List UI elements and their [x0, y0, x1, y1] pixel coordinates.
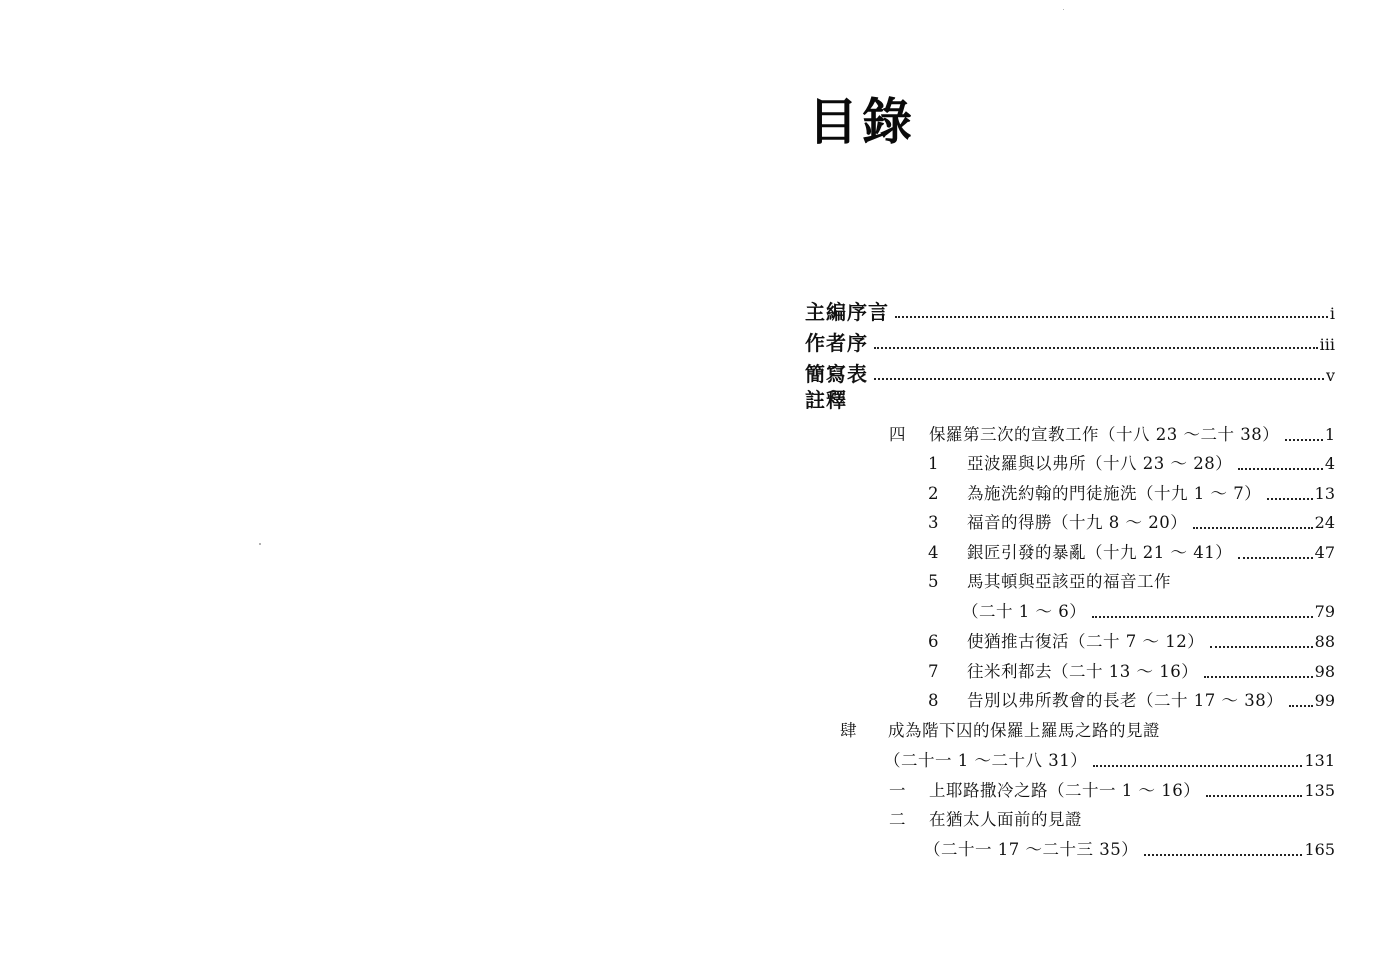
toc-entry-label-continued: （二十 1 ～ 6） — [962, 602, 1087, 621]
toc-entry-number: 7 — [928, 662, 939, 681]
toc-page-number: 24 — [1314, 513, 1335, 532]
dot-leader — [1238, 467, 1323, 470]
dot-leader — [1093, 764, 1302, 767]
toc-entry-4-7[interactable] — [928, 657, 1335, 687]
toc-entry-label: 主編序言 — [805, 300, 889, 324]
dot-leader — [1267, 497, 1312, 500]
toc-entry-label: 保羅第三次的宣教工作（十八 23 ～二十 38） — [929, 425, 1280, 444]
toc-entry-label: 在猶太人面前的見證 — [929, 810, 1082, 829]
toc-page-number: 13 — [1314, 484, 1335, 503]
toc-entry-label: 告別以弗所教會的長老（二十 17 ～ 38） — [967, 691, 1284, 710]
dot-leader — [1193, 526, 1312, 529]
toc-entry-label: 銀匠引發的暴亂（十九 21 ～ 41） — [967, 543, 1233, 562]
toc-entry-label: 馬其頓與亞該亞的福音工作 — [967, 572, 1171, 591]
dot-leader — [1204, 675, 1312, 678]
toc-entry-label: 使猶推古復活（二十 7 ～ 12） — [967, 632, 1205, 651]
toc-entry-4-5-continued[interactable] — [962, 597, 1335, 627]
toc-entry-label: 上耶路撒冷之路（二十一 1 ～ 16） — [929, 781, 1201, 800]
notes-heading: 註釋 — [805, 388, 847, 412]
toc-entry-number: 2 — [928, 484, 939, 503]
toc-entry-number: 1 — [928, 454, 939, 473]
toc-entry-4-4[interactable] — [928, 538, 1335, 568]
toc-entry-number: 一 — [889, 781, 906, 800]
toc-entry-4-2[interactable] — [928, 479, 1335, 509]
scan-speck — [1063, 9, 1064, 10]
toc-page-number: iii — [1319, 335, 1335, 354]
toc-entry-4-5[interactable] — [928, 567, 1335, 597]
toc-notes-heading — [805, 385, 1005, 415]
toc-entry-number: 3 — [928, 513, 939, 532]
toc-page-number: 98 — [1314, 662, 1335, 681]
toc-entry-number: 二 — [889, 810, 906, 829]
toc-entry-part-4-continued[interactable] — [884, 746, 1335, 776]
toc-page-number: 4 — [1324, 454, 1335, 473]
page-title: 目錄 — [808, 93, 916, 151]
toc-entry-number: 8 — [928, 691, 939, 710]
toc-page-number: 1 — [1324, 425, 1335, 444]
toc-page-number: 99 — [1314, 691, 1335, 710]
toc-entry-part-4-2[interactable] — [889, 805, 1335, 835]
dot-leader — [1210, 645, 1312, 648]
toc-entry-label: 成為階下囚的保羅上羅馬之路的見證 — [888, 721, 1160, 740]
toc-page-number: 88 — [1314, 632, 1335, 651]
dot-leader — [1092, 615, 1312, 618]
toc-entry-label: 簡寫表 — [805, 362, 868, 386]
toc-page-number: 135 — [1304, 781, 1335, 800]
toc-entry-label-continued: （二十一 1 ～二十八 31） — [884, 751, 1088, 770]
dot-leader — [1285, 438, 1323, 441]
dot-leader — [1289, 704, 1312, 707]
toc-page-number: v — [1325, 366, 1335, 385]
scan-speck — [259, 543, 261, 545]
toc-entry-part-4-2-continued[interactable] — [924, 835, 1335, 865]
toc-entry-number: 四 — [889, 425, 906, 444]
dot-leader — [1206, 794, 1302, 797]
toc-page-number: i — [1329, 304, 1335, 323]
toc-entry-4-8[interactable] — [928, 686, 1335, 716]
toc-entry-4-6[interactable] — [928, 627, 1335, 657]
toc-entry-number: 5 — [928, 572, 939, 591]
toc-entry-4-3[interactable] — [928, 508, 1335, 538]
toc-entry-label: 為施洗約翰的門徒施洗（十九 1 ～ 7） — [967, 484, 1262, 503]
dot-leader — [1238, 556, 1312, 559]
toc-page-number: 131 — [1304, 751, 1335, 770]
dot-leader — [874, 377, 1324, 380]
toc-entry-number: 4 — [928, 543, 939, 562]
dot-leader — [1144, 853, 1302, 856]
toc-entry-number: 肆 — [840, 721, 857, 740]
dot-leader — [874, 346, 1318, 349]
toc-entry-preface-editor[interactable] — [805, 297, 1335, 327]
toc-entry-label: 作者序 — [805, 331, 868, 355]
toc-entry-preface-author[interactable] — [805, 328, 1335, 358]
toc-entry-label-continued: （二十一 17 ～二十三 35） — [924, 840, 1139, 859]
toc-entry-label: 往米利都去（二十 13 ～ 16） — [967, 662, 1199, 681]
toc-page-number: 165 — [1304, 840, 1335, 859]
toc-page-number: 47 — [1314, 543, 1335, 562]
dot-leader — [895, 315, 1328, 318]
toc-entry-number: 6 — [928, 632, 939, 651]
toc-entry-4-1[interactable] — [928, 449, 1335, 479]
toc-entry-label: 福音的得勝（十九 8 ～ 20） — [967, 513, 1188, 532]
toc-entry-part-4[interactable] — [840, 716, 1335, 746]
toc-entry-part-4-1[interactable] — [889, 776, 1335, 806]
toc-page-number: 79 — [1314, 602, 1335, 621]
toc-entry-section-4[interactable] — [889, 420, 1335, 450]
toc-entry-label: 亞波羅與以弗所（十八 23 ～ 28） — [967, 454, 1233, 473]
